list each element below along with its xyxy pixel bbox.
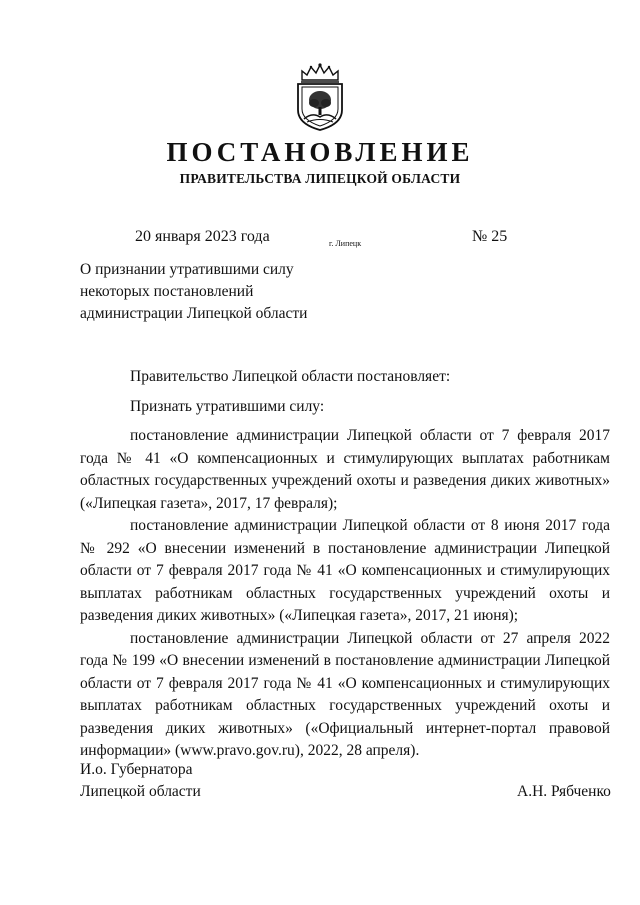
subject-line: некоторых постановлений (80, 283, 254, 300)
document-body (80, 366, 610, 763)
subject-line: администрации Липецкой области (80, 305, 308, 322)
signatory-position-line: И.о. Губернатора (80, 761, 193, 778)
document-number: № 25 (472, 228, 508, 245)
signatory-position (80, 759, 201, 803)
subject-line: О признании утратившими силу (80, 261, 294, 278)
issuer-title: ПРАВИТЕЛЬСТВА ЛИПЕЦКОЙ ОБЛАСТИ (179, 171, 461, 186)
resolve-paragraph: Признать утратившими силу: (130, 397, 325, 415)
document-subject (80, 259, 350, 325)
signatory-position-line: Липецкой области (80, 783, 201, 800)
repealed-item: постановление администрации Липецкой области от 8 июня 2017 года № 292 «О внесении изменений в постановление администрации Липецкой области от 7 февраля 2017 года № 41 «О компенсационных и стимулирующих выплатах работникам областных государственных учреждений охоты и разведения диких животных» («Липецкая газета», 2017, 21 июня); (80, 517, 610, 624)
document-type-title: ПОСТАНОВЛЕНИЕ (166, 137, 474, 167)
lipetsk-coat-of-arms-icon (292, 62, 348, 132)
repealed-item: постановление администрации Липецкой области от 27 апреля 2022 года № 199 «О внесении изменений в постановление администрации Липецкой области от 7 февраля 2017 года № 41 «О компенсационных и стимулирующих выплатах работникам областных государственных учреждений охоты и разведения диких животных» («Официальный интернет-портал правовой информации» (www.pravo.gov.ru), 2022, 28 апреля). (80, 629, 610, 759)
preamble-paragraph: Правительство Липецкой области постановляет: (130, 368, 451, 385)
repealed-item: постановление администрации Липецкой области от 7 февраля 2017 года № 41 «О компенсационных и стимулирующих выплатах работникам областных государственных учреждений охоты и разведения диких животных» («Липецкая газета», 2017, 17 февраля); (80, 427, 610, 512)
document-city: г. Липецк (329, 239, 362, 248)
document-date: 20 января 2023 года (135, 228, 270, 245)
signatory-name: А.Н. Рябченко (517, 783, 611, 800)
